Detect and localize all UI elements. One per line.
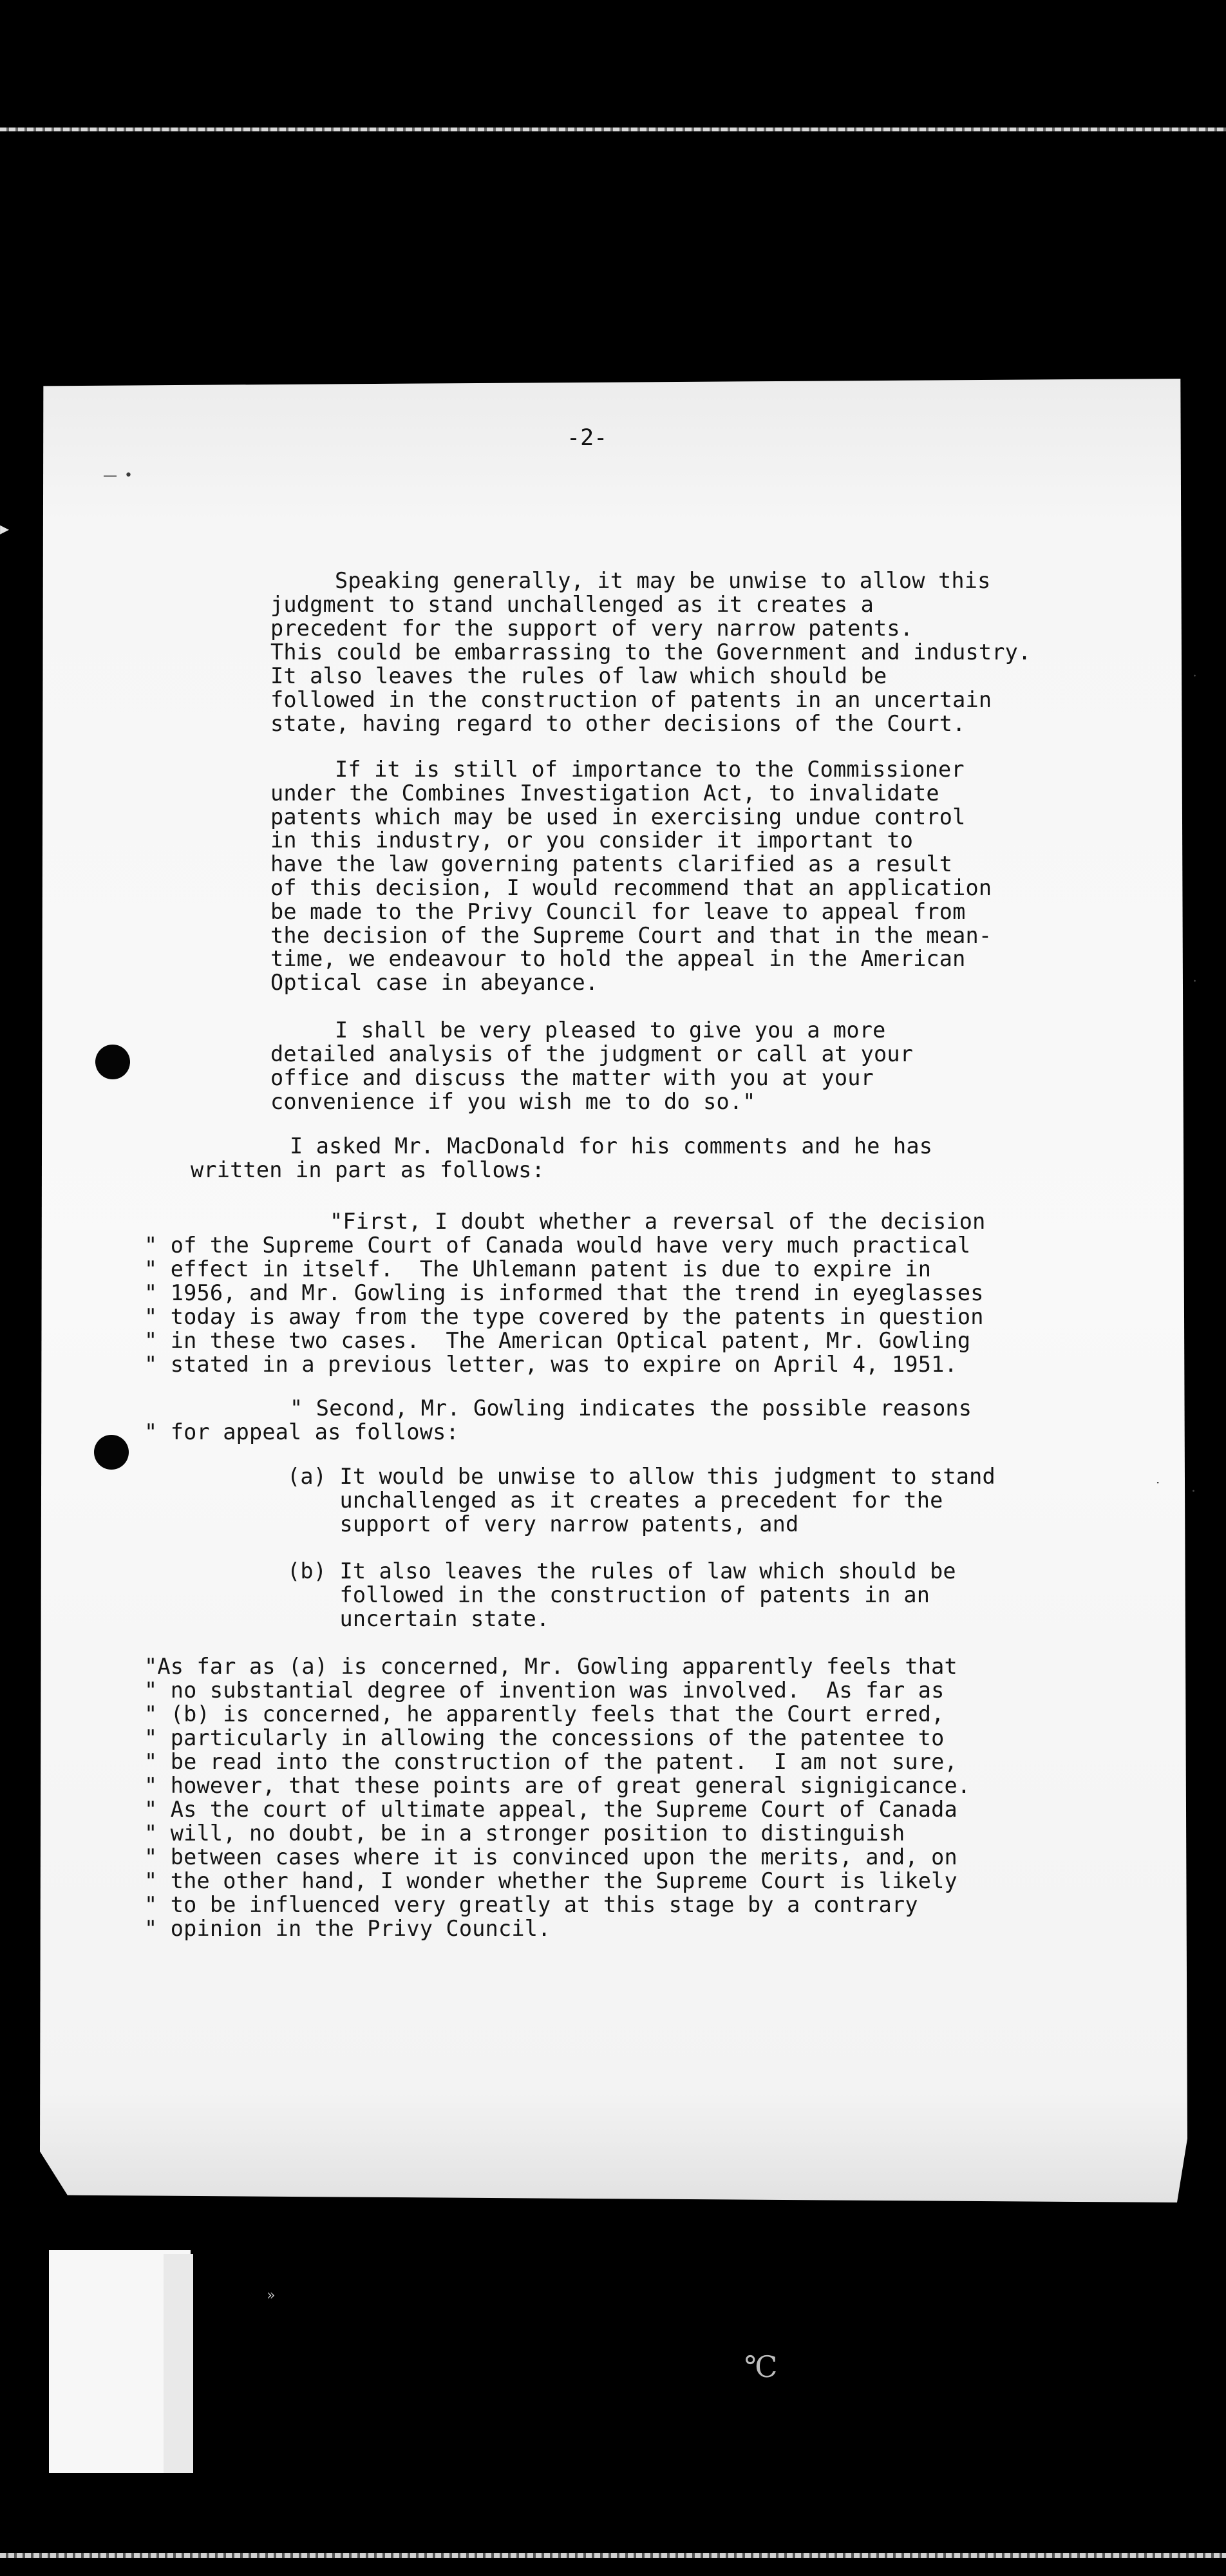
text-line: unchallenged as it creates a precedent for the [287, 1488, 943, 1513]
text-line: in this industry, or you consider it important to [270, 828, 914, 853]
text-line: be made to the Privy Council for leave to appeal from [270, 898, 966, 924]
text-line: of this decision, I would recommend that an application [270, 875, 992, 900]
text-line: under the Combines Investigation Act, to invalidate [270, 780, 939, 806]
text-line: office and discuss the matter with you at your [270, 1065, 874, 1090]
text-line: precedent for the support of very narrow patents. [270, 616, 914, 641]
text-line: (b) It also leaves the rules of law which should be [287, 1558, 956, 1584]
bottom-film-edge [0, 2553, 1226, 2558]
text-line: followed in the construction of patents in an [287, 1582, 930, 1607]
text-line: " today is away from the type covered by the patents in question [144, 1304, 984, 1329]
text-line: Optical case in abeyance. [270, 970, 599, 996]
text-line: detailed analysis of the judgment or call at your [270, 1041, 914, 1066]
text-line: It also leaves the rules of law which should be [270, 663, 887, 688]
text-line: " for appeal as follows: [144, 1419, 459, 1444]
page-speck: · [1156, 1475, 1160, 1490]
margin-speck: · [1193, 668, 1197, 685]
text-line: followed in the construction of patents in an uncertain [270, 687, 992, 712]
text-line: " to be influenced very greatly at this stage by a contrary [144, 1892, 918, 1917]
punch-hole-icon [95, 1045, 130, 1079]
bottom-mark: ℃ [744, 2349, 778, 2384]
text-line: " 1956, and Mr. Gowling is informed that the trend in eyeglasses [144, 1280, 984, 1305]
text-line: This could be embarrassing to the Government and industry. [270, 639, 1032, 665]
text-line: " be read into the construction of the patent. I am not sure, [144, 1749, 957, 1774]
punch-hole-icon [94, 1435, 129, 1470]
text-line: judgment to stand unchallenged as it creates a [270, 592, 874, 617]
left-edge-mark: ▸ [0, 518, 10, 539]
text-line: written in part as follows: [191, 1157, 545, 1182]
text-line: have the law governing patents clarified as a result [270, 851, 953, 877]
text-line: I shall be very pleased to give you a more [335, 1018, 886, 1043]
text-line: " stated in a previous letter, was to expire on April 4, 1951. [144, 1352, 957, 1377]
text-line: " in these two cases. The American Optical patent, Mr. Gowling [144, 1328, 971, 1353]
text-line: " of the Supreme Court of Canada would have very much practical [144, 1233, 971, 1258]
film-stub-tab [164, 2254, 193, 2473]
text-line: convenience if you wish me to do so." [270, 1089, 756, 1114]
text-line: support of very narrow patents, and [287, 1511, 799, 1537]
text-line: (a) It would be unwise to allow this judgment to stand [287, 1464, 995, 1489]
text-line: " between cases where it is convinced upon the merits, and, on [144, 1844, 957, 1870]
text-line: " particularly in allowing the concessions of the patentee to [144, 1725, 945, 1750]
page-number: -2- [567, 425, 608, 451]
text-line: " no substantial degree of invention was involved. As far as [144, 1678, 945, 1703]
text-line: time, we endeavour to hold the appeal in the American [270, 946, 966, 972]
text-line: " opinion in the Privy Council. [144, 1916, 551, 1941]
text-line: " As the court of ultimate appeal, the Supreme Court of Canada [144, 1797, 957, 1822]
text-line: " (b) is concerned, he apparently feels that the Court erred, [144, 1701, 945, 1727]
text-line: the decision of the Supreme Court and that in the mean- [270, 922, 992, 948]
text-line: Speaking generally, it may be unwise to allow this [335, 568, 991, 593]
margin-speck: · [1191, 1484, 1196, 1500]
text-line: " effect in itself. The Uhlemann patent is due to expire in [144, 1256, 932, 1282]
top-left-mark: — • [103, 468, 134, 484]
text-line: "First, I doubt whether a reversal of the decision [330, 1209, 986, 1234]
text-line: uncertain state. [287, 1606, 550, 1631]
margin-speck: · [1193, 974, 1197, 990]
text-line: " Second, Mr. Gowling indicates the possible reasons [290, 1396, 972, 1421]
text-line: "As far as (a) is concerned, Mr. Gowling apparently feels that [144, 1654, 957, 1679]
text-line: state, having regard to other decisions of the Court. [270, 711, 966, 736]
text-line: I asked Mr. MacDonald for his comments and he has [290, 1133, 933, 1159]
text-line: patents which may be used in exercising undue control [270, 804, 966, 829]
stub-mark: » [267, 2287, 276, 2304]
top-film-edge [0, 128, 1226, 131]
text-line: If it is still of importance to the Commissioner [335, 757, 965, 782]
text-line: " the other hand, I wonder whether the Supreme Court is likely [144, 1868, 957, 1893]
text-line: " however, that these points are of great general signigicance. [144, 1773, 971, 1798]
text-line: " will, no doubt, be in a stronger position to distinguish [144, 1821, 905, 1846]
